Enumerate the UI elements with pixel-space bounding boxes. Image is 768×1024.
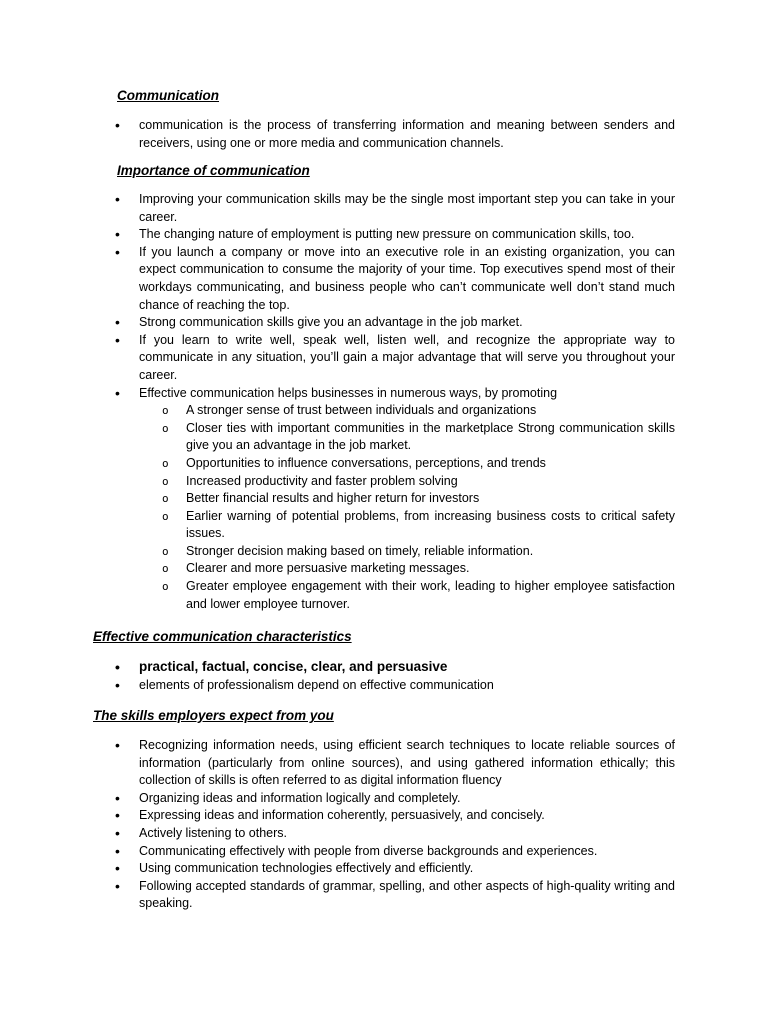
- list-item: • practical, factual, concise, clear, and persuasive: [139, 657, 675, 677]
- benefits-sublist: [139, 402, 675, 613]
- communication-list: [139, 117, 675, 152]
- heading-communication: Communication: [117, 88, 220, 103]
- sublist-item: o Clearer and more persuasive marketing messages.: [186, 560, 675, 578]
- sublist-item: o Increased productivity and faster problem solving: [186, 473, 675, 491]
- skills-list: [139, 737, 675, 913]
- list-item: • The changing nature of employment is putting new pressure on communication skills, too.: [139, 226, 675, 244]
- list-item: • Actively listening to others.: [139, 825, 675, 843]
- list-item: • If you learn to write well, speak well, listen well, and recognize the appropriate way to communicate in any situation, you’ll gain a major advantage that will serve you throughout your career.: [139, 332, 675, 385]
- characteristics-list: [139, 657, 675, 695]
- list-item: • Using communication technologies effectively and efficiently.: [139, 860, 675, 878]
- importance-list: [139, 191, 675, 613]
- list-item: • Following accepted standards of grammar, spelling, and other aspects of high-quality writing and speaking.: [139, 878, 675, 913]
- sublist-item: o Closer ties with important communities in the marketplace Strong communication skills give you an advantage in the job market.: [186, 420, 675, 455]
- heading-importance-of-communication: Importance of communication: [117, 163, 310, 178]
- list-item: • elements of professionalism depend on effective communication: [139, 677, 675, 695]
- list-item-text: Effective communication helps businesses in numerous ways, by promoting: [139, 385, 558, 400]
- list-item: • Recognizing information needs, using efficient search techniques to locate reliable sources of information (particularly from online sources), and using gathered information ethically; this collection of skills is often referred to as digital information fluency: [139, 737, 675, 790]
- list-item: • Expressing ideas and information coherently, persuasively, and concisely.: [139, 807, 675, 825]
- sublist-item: o Earlier warning of potential problems, from increasing business costs to critical safety issues.: [186, 508, 675, 543]
- list-item: • If you launch a company or move into an executive role in an existing organization, you can expect communication to consume the majority of your time. Top executives spend most of their workdays communicating, and business people who can’t communicate well don’t stand much chance of reaching the top.: [139, 244, 675, 314]
- list-item: • Organizing ideas and information logically and completely.: [139, 790, 675, 808]
- list-item: • Improving your communication skills may be the single most important step you can take in your career.: [139, 191, 675, 226]
- sublist-item: o A stronger sense of trust between individuals and organizations: [186, 402, 675, 420]
- sublist-item: o Stronger decision making based on timely, reliable information.: [186, 543, 675, 561]
- heading-effective-communication-characteristics: Effective communication characteristics: [93, 629, 352, 644]
- sublist-item: o Greater employee engagement with their work, leading to higher employee satisfaction and lower employee turnover.: [186, 578, 675, 613]
- sublist-item: o Opportunities to influence conversations, perceptions, and trends: [186, 455, 675, 473]
- list-item: • communication is the process of transferring information and meaning between senders and receivers, using one or more media and communication channels.: [139, 117, 675, 152]
- list-item: • Strong communication skills give you an advantage in the job market.: [139, 314, 675, 332]
- list-item-with-sublist: [139, 385, 675, 614]
- sublist-item: o Better financial results and higher return for investors: [186, 490, 675, 508]
- heading-skills-employers-expect: The skills employers expect from you: [93, 708, 334, 723]
- list-item: • Communicating effectively with people from diverse backgrounds and experiences.: [139, 843, 675, 861]
